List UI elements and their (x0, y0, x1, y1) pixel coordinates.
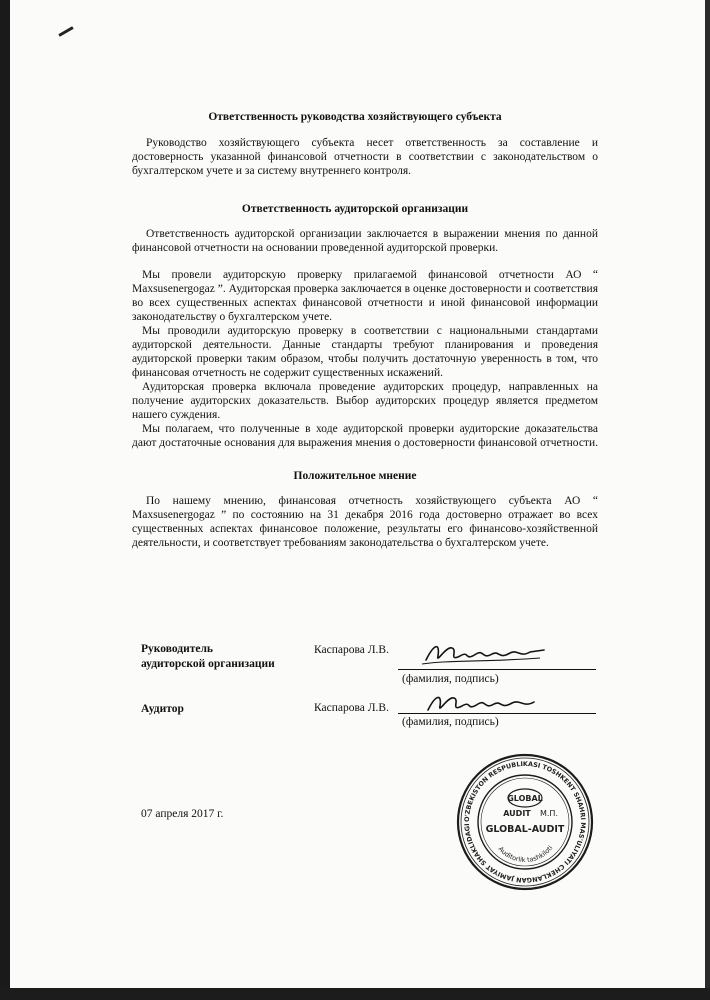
audit-text-2: Мы провели аудиторскую проверку прилагаемой финансовой отчетности АО “ Maxsusenergogaz ”. Аудиторская проверка заключается в оценке достоверности и соответствия во всех существенных аспектах финансовой отчетности и иной финансовой информации законодательству о бухгалтерском учете. (132, 269, 598, 323)
audit-heading: Ответственность аудиторской организации (241, 203, 469, 215)
stamp-inner-top: GLOBAL (507, 794, 543, 803)
stamp-inner-mid: AUDIT (503, 809, 531, 818)
head-caption: (фамилия, подпись) (402, 673, 499, 685)
scan-mark (58, 26, 73, 37)
mgmt-paragraph (132, 136, 598, 178)
head-name: Каспарова Л.В. (314, 644, 389, 656)
scan-edge-left (0, 0, 10, 1000)
head-signature (418, 636, 548, 670)
mgmt-text: Руководство хозяйствующего субъекта несет ответственность за составление и достоверность указанной финансовой отчетности в соответствии с законодательством о бухгалтерском учете и за систему внутреннего контроля. (132, 137, 598, 177)
audit-text-3: Мы проводили аудиторскую проверку в соответствии с национальными стандартами аудиторской деятельности. Данные стандарты требуют планирования и проведения аудиторской проверки таким образом, чтобы получить достаточную уверенность в том, что финансовая отчетность не содержит существенных искажений. (132, 325, 598, 379)
document-date: 07 апреля 2017 г. (141, 808, 224, 820)
auditor-label: Аудитор (141, 703, 184, 715)
stamp-name: GLOBAL-AUDIT (485, 824, 565, 835)
scan-edge-right (705, 0, 710, 1000)
svg-text:O'ZBEKISTON RESPUBLIKASI TOSHK (463, 760, 587, 884)
opinion-text: По нашему мнению, финансовая отчетность хозяйствующего субъекта АО “ Maxsusenergogaz ” по состоянию на 31 декабря 2016 года достоверно отражает во всех существенных аспектах финансовое положение, результаты его финансово-хозяйственной деятельности, и соответствует требованиям законодательства о бухгалтерском учете. (132, 495, 598, 549)
audit-text-4: Аудиторская проверка включала проведение аудиторских процедур, направленных на получение аудиторских доказательств. Выбор аудиторских процедур является предметом нашего суждения. (132, 381, 598, 421)
head-signature-line (398, 669, 596, 670)
audit-text-1: Ответственность аудиторской организации заключается в выражении мнения по данной финансовой отчетности на основании проведенной аудиторской проверки. (132, 228, 598, 254)
opinion-paragraph (132, 494, 598, 550)
auditor-signature-line (398, 713, 596, 714)
auditor-name: Каспарова Л.В. (314, 702, 389, 714)
stamp-outer-ring-text: O'ZBEKISTON RESPUBLIKASI TOSHKENT SHAHRI MAS'ULIYATI CHEKLANGAN JAMIYAT SHAKLIDAGI (462, 759, 588, 885)
opinion-heading: Положительное мнение (293, 470, 417, 482)
head-label (141, 642, 275, 672)
company-stamp (455, 752, 595, 892)
head-label-line1: Руководитель (141, 643, 213, 655)
scan-edge-bottom (0, 988, 710, 1000)
head-label-line2: аудиторской организации (141, 658, 275, 670)
auditor-caption: (фамилия, подпись) (402, 716, 499, 728)
audit-paragraphs-block (132, 268, 598, 450)
stamp-mp: М.П. (539, 809, 559, 818)
audit-text-5: Мы полагаем, что полученные в ходе аудиторской проверки аудиторские доказательства дают достаточные основания для выражения мнения о достоверности финансовой отчетности. (132, 423, 598, 449)
audit-paragraph-1 (132, 227, 598, 255)
stamp-sub: Auditorlik tashkiloti (496, 844, 555, 865)
mgmt-heading: Ответственность руководства хозяйствующего субъекта (208, 111, 502, 123)
